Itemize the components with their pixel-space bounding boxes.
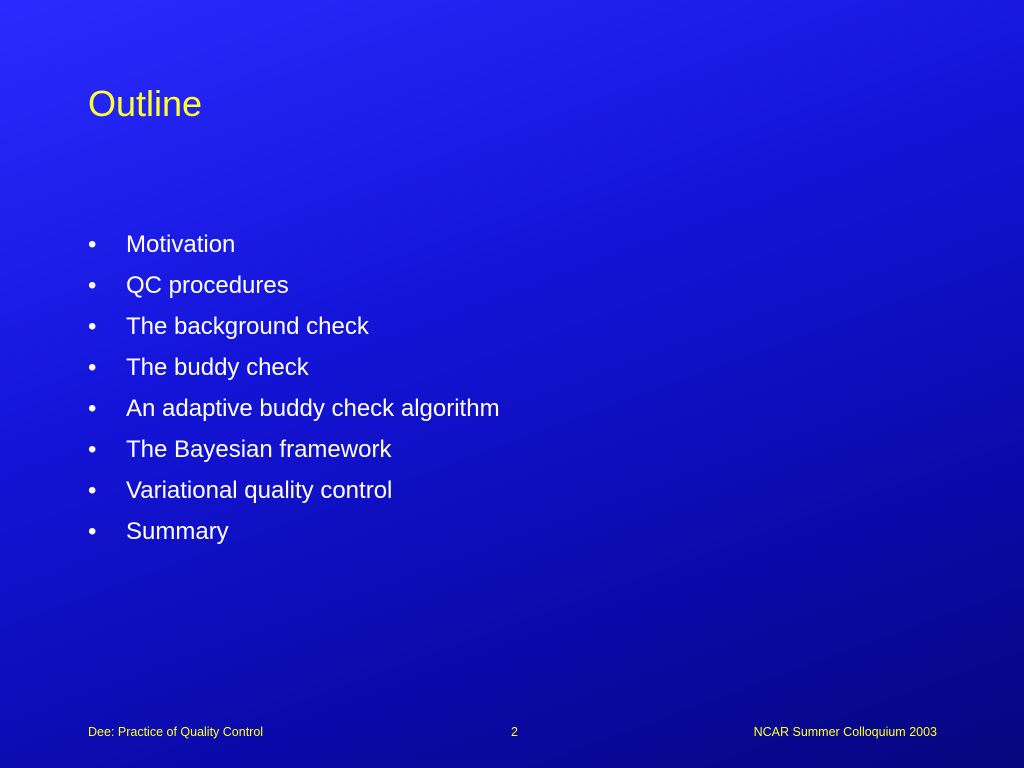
bullet-marker: • <box>88 313 97 340</box>
list-item <box>88 513 500 554</box>
bullet-marker: • <box>88 436 97 463</box>
slide-title: Outline <box>88 83 203 124</box>
bullet-marker: • <box>88 231 97 258</box>
bullet-text: Summary <box>126 518 229 545</box>
list-item <box>88 431 500 472</box>
footer-title: Dee: Practice of Quality Control <box>88 725 264 739</box>
bullet-text: The buddy check <box>126 354 309 381</box>
list-item <box>88 472 500 513</box>
bullet-text: QC procedures <box>126 272 289 299</box>
footer-event: NCAR Summer Colloquium 2003 <box>753 725 937 739</box>
slide-number: 2 <box>511 725 518 739</box>
list-item <box>88 349 500 390</box>
bullet-list <box>88 226 500 554</box>
list-item <box>88 226 500 267</box>
bullet-marker: • <box>88 395 97 422</box>
bullet-text: An adaptive buddy check algorithm <box>126 395 500 422</box>
bullet-marker: • <box>88 518 97 545</box>
list-item <box>88 267 500 308</box>
bullet-text: Motivation <box>126 231 236 258</box>
bullet-text: Variational quality control <box>126 477 393 504</box>
bullet-marker: • <box>88 477 97 504</box>
bullet-marker: • <box>88 272 97 299</box>
list-item <box>88 308 500 349</box>
bullet-text: The background check <box>126 313 369 340</box>
bullet-marker: • <box>88 354 97 381</box>
bullet-text: The Bayesian framework <box>126 436 392 463</box>
list-item <box>88 390 500 431</box>
